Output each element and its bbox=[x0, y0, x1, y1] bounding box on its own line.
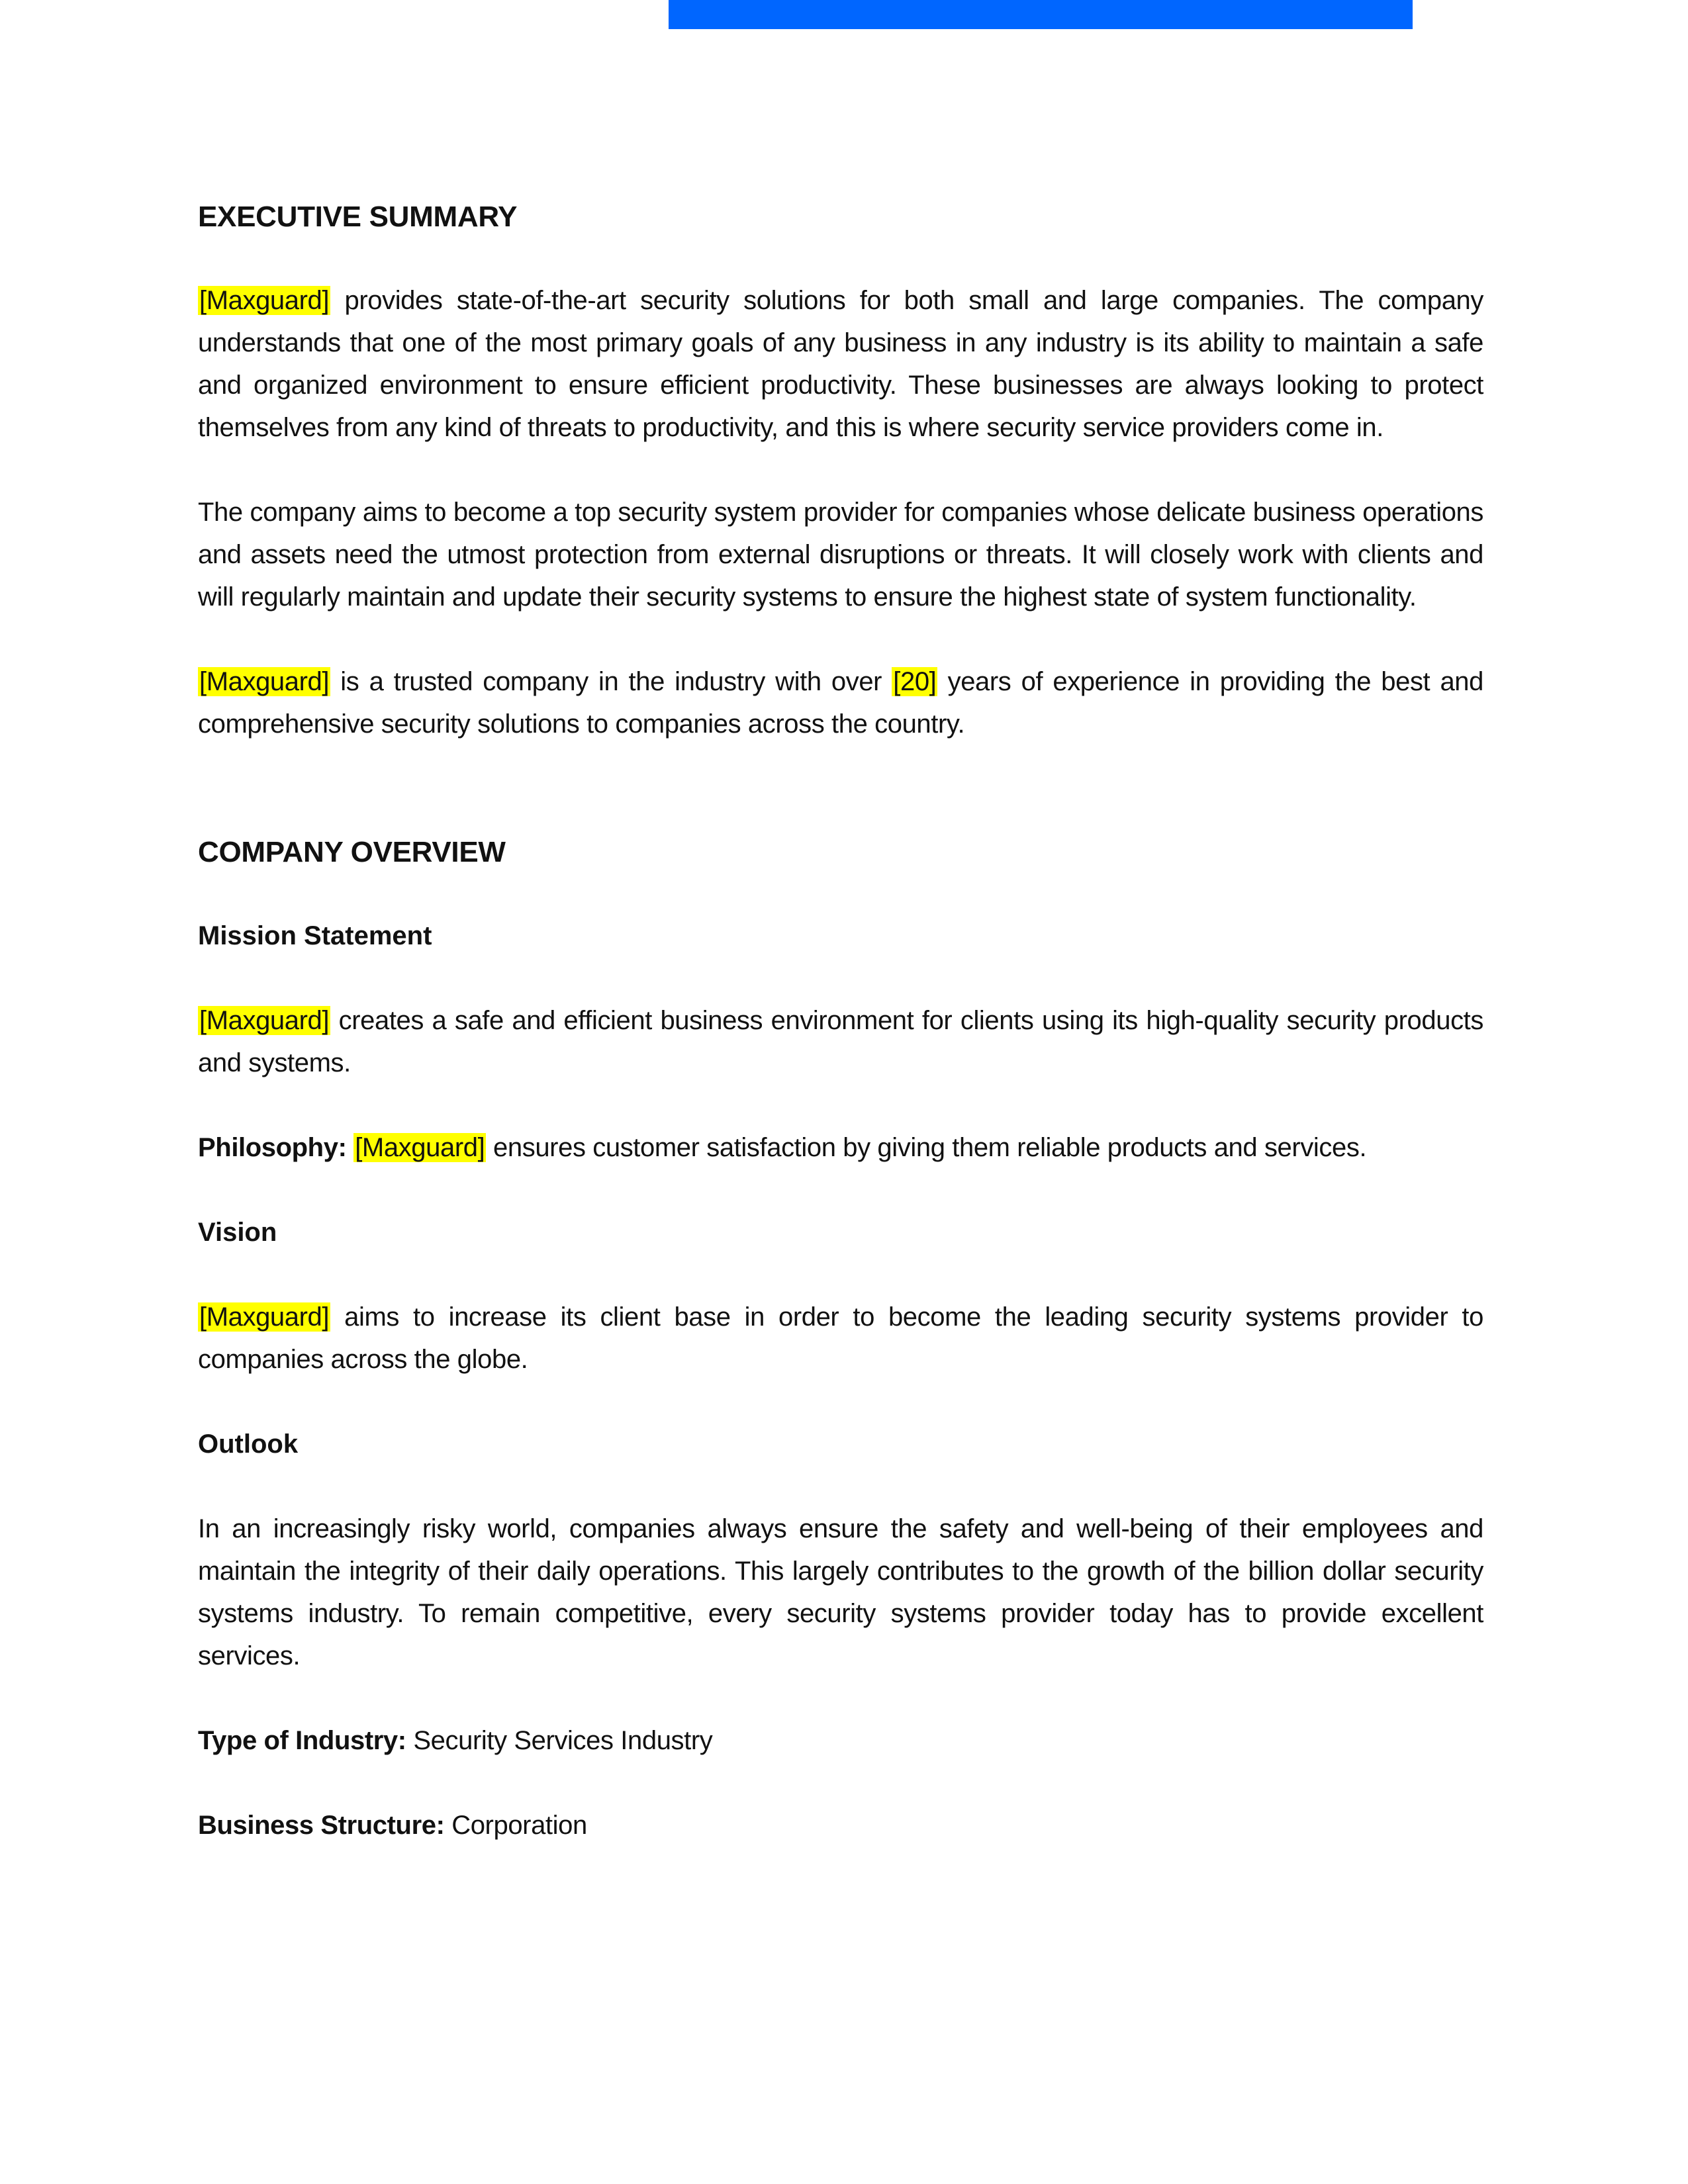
paragraph-text: creates a safe and efficient business environment for clients using its high-quality security products and systems. bbox=[198, 1006, 1483, 1077]
mission-statement-heading: Mission Statement bbox=[198, 921, 432, 950]
company-name-placeholder: [Maxguard] bbox=[199, 1006, 330, 1035]
paragraph-text: is a trusted company in the industry with over bbox=[330, 667, 892, 696]
company-name-placeholder: [Maxguard] bbox=[355, 1133, 485, 1162]
paragraph-text: ensures customer satisfaction by giving them reliable products and services. bbox=[486, 1133, 1367, 1162]
executive-summary-paragraph-1 bbox=[198, 279, 1483, 449]
industry-type-value: Security Services Industry bbox=[406, 1726, 713, 1755]
company-name-placeholder: [Maxguard] bbox=[199, 1302, 330, 1332]
company-name-placeholder: [Maxguard] bbox=[199, 667, 330, 696]
paragraph-text: aims to increase its client base in order to become the leading security systems provider to companies across the globe. bbox=[198, 1302, 1483, 1374]
executive-summary-paragraph-2: The company aims to become a top security system provider for companies whose delicate business operations and assets need the utmost protection from external disruptions or threats. It will closely work with clients and will regularly maintain and update their security systems to ensure the highest state of system functionality. bbox=[198, 498, 1483, 612]
industry-type-label: Type of Industry: bbox=[198, 1726, 406, 1755]
vision-paragraph bbox=[198, 1296, 1483, 1381]
section-spacer bbox=[198, 788, 1483, 831]
paragraph-text: provides state-of-the-art security solutions for both small and large companies. The company understands that one of the most primary goals of any business in any industry is its ability to maintain a safe and organized environment to ensure efficient productivity. These businesses are always looking to protect themselves from any kind of threats to productivity, and this is where security service providers come in. bbox=[198, 286, 1483, 442]
years-placeholder: [20] bbox=[893, 667, 937, 696]
header-accent-bar bbox=[669, 0, 1413, 29]
business-structure-label: Business Structure: bbox=[198, 1811, 445, 1840]
outlook-paragraph: In an increasingly risky world, companies always ensure the safety and well-being of their employees and maintain the integrity of their daily operations. This largely contributes to the growth of the billion dollar security systems industry. To remain competitive, every security systems provider today has to provide excellent services. bbox=[198, 1514, 1483, 1670]
philosophy-paragraph bbox=[198, 1126, 1483, 1169]
paragraph-text: years of experience in providing the best and comprehensive security solutions to companies across the country. bbox=[198, 667, 1483, 739]
business-structure-value: Corporation bbox=[444, 1811, 587, 1840]
executive-summary-heading: EXECUTIVE SUMMARY bbox=[198, 201, 518, 233]
outlook-heading: Outlook bbox=[198, 1430, 299, 1459]
vision-heading: Vision bbox=[198, 1218, 277, 1247]
executive-summary-paragraph-3 bbox=[198, 660, 1483, 745]
business-structure-line bbox=[198, 1804, 1483, 1846]
company-overview-heading: COMPANY OVERVIEW bbox=[198, 836, 506, 868]
document-page bbox=[198, 196, 1483, 1846]
philosophy-label: Philosophy: bbox=[198, 1133, 347, 1162]
industry-type-line bbox=[198, 1719, 1483, 1762]
mission-statement-paragraph bbox=[198, 999, 1483, 1084]
company-name-placeholder: [Maxguard] bbox=[199, 286, 330, 315]
